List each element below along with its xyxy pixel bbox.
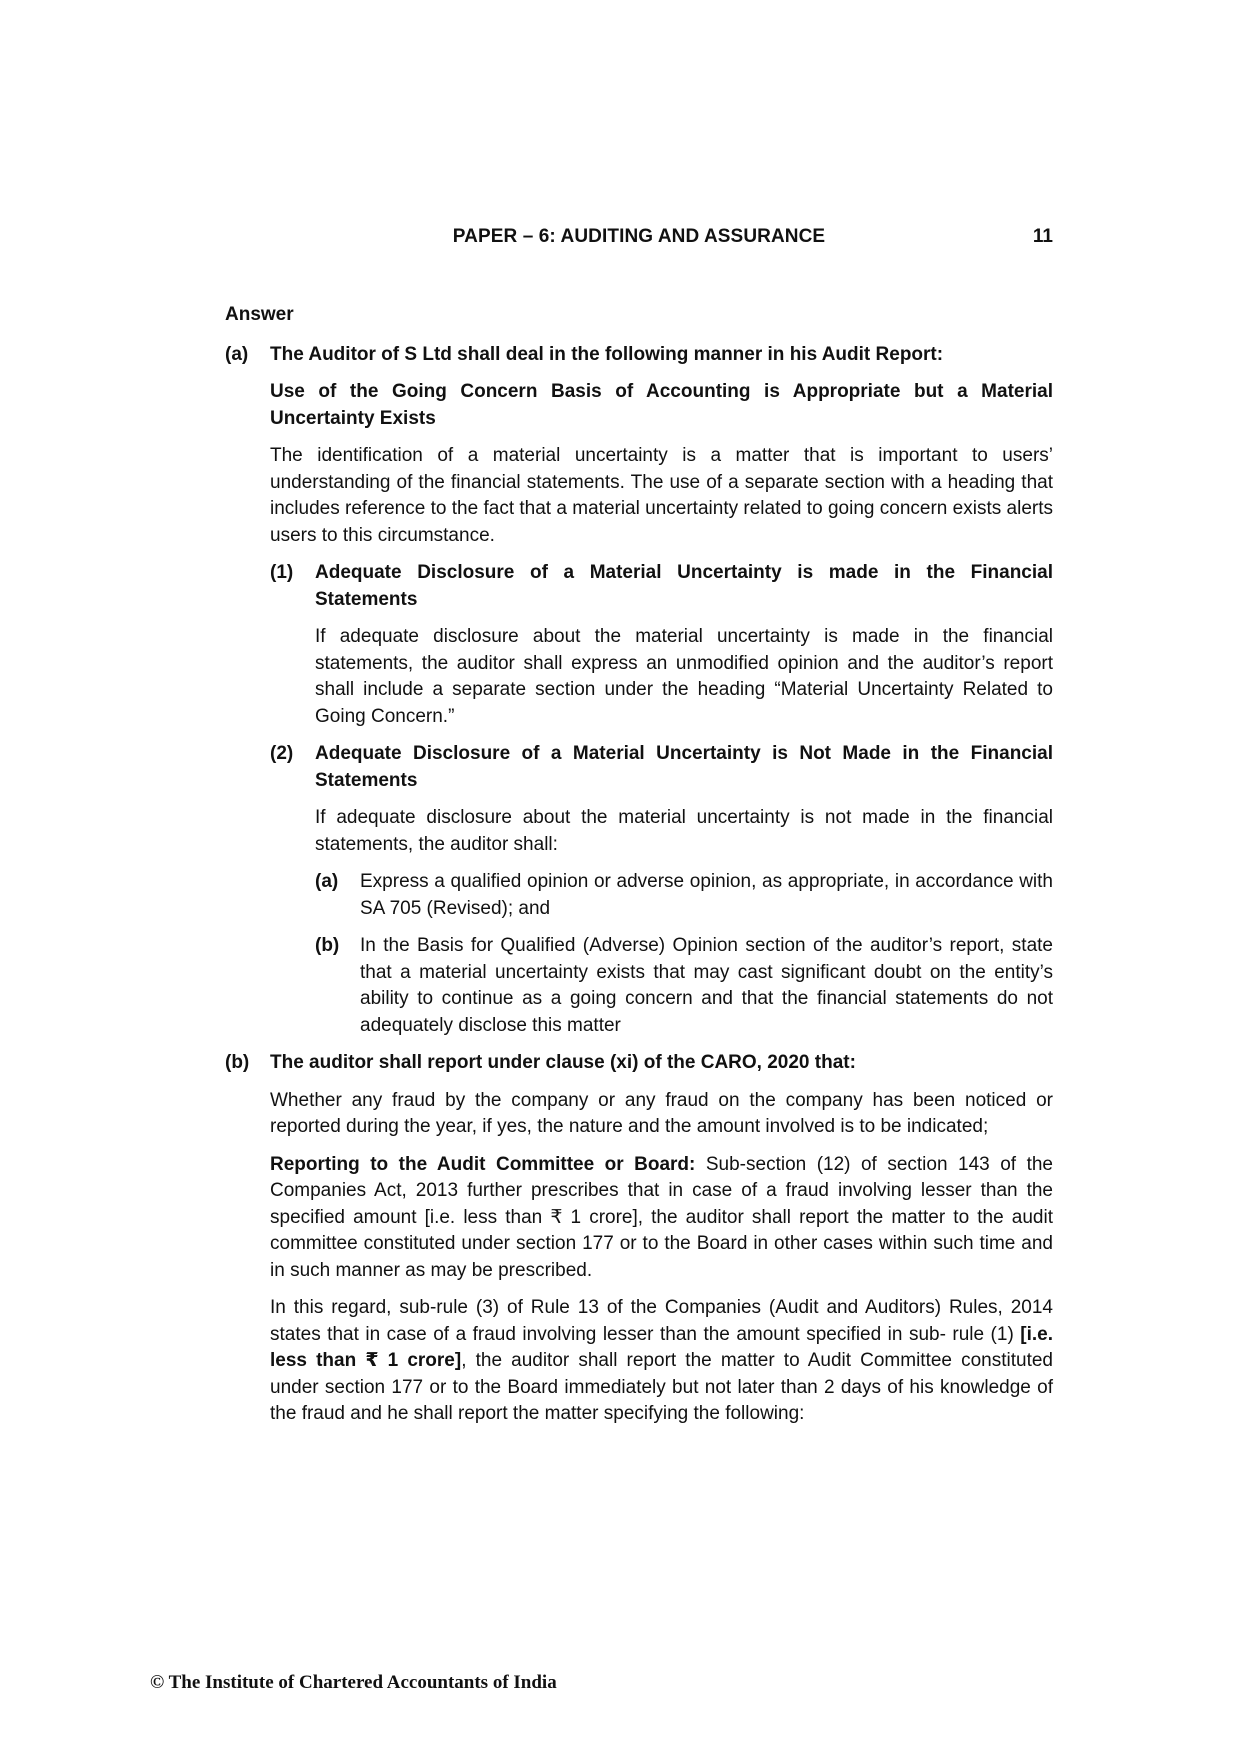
case-2-item-a-marker: (a): [315, 871, 339, 892]
part-b-para-3: [270, 1295, 1053, 1428]
part-a-subheading: Use of the Going Concern Basis of Accounting is Appropriate but a Material Uncertainty Exists: [270, 381, 1053, 429]
answer-heading: Answer: [225, 304, 294, 325]
part-b-para-3-bold: [i.e. less than ₹ 1 crore]: [270, 1323, 1053, 1371]
case-1-heading: Adequate Disclosure of a Material Uncertainty is made in the Financial Statements: [315, 562, 1053, 610]
document-body: [225, 302, 1053, 1439]
case-2-item-a: [315, 869, 1053, 922]
part-b-para-2: [270, 1152, 1053, 1285]
case-2-heading: Adequate Disclosure of a Material Uncertainty is Not Made in the Financial Statements: [315, 743, 1053, 791]
part-a-marker: (a): [225, 343, 249, 365]
case-2-marker: (2): [270, 743, 294, 764]
part-b: [225, 1050, 1053, 1439]
page-header: [225, 226, 1053, 256]
part-b-para-1: Whether any fraud by the company or any fraud on the company has been noticed or reported during the year, if yes, the nature and the amount involved is to be indicated;: [270, 1089, 1053, 1137]
footer-copyright: © The Institute of Chartered Accountants of India: [150, 1672, 557, 1693]
part-b-para-3-start: In this regard, sub-rule (3) of Rule 13 of the Companies (Audit and Auditors) Rules, 2014 states that in case of a fraud involving lesser than the amount specified in sub- rule (1): [270, 1297, 1053, 1345]
part-a-intro: The identification of a material uncertainty is a matter that is important to users’ understanding of the financial statements. The use of a separate section with a heading that includes reference to the fact that a material uncertainty related to going concern exists alerts users to this circumstance.: [270, 445, 1053, 546]
part-b-para-3-end: , the auditor shall report the matter to Audit Committee constituted under section 177 or to the Board immediately but not later than 2 days of his knowledge of the fraud and he shall report the matter specifying the following:: [270, 1350, 1053, 1424]
case-2-item-b: [315, 933, 1053, 1039]
case-1: [270, 560, 1053, 741]
case-1-text: If adequate disclosure about the material uncertainty is made in the financial statements, the auditor shall express an unmodified opinion and the auditor’s report shall include a separate section under the heading “Material Uncertainty Related to Going Concern.”: [315, 626, 1053, 727]
case-2: [270, 741, 1053, 1050]
header-title: PAPER – 6: AUDITING AND ASSURANCE: [452, 226, 826, 247]
part-b-para-2-lead: Reporting to the Audit Committee or Board:: [270, 1153, 696, 1175]
part-b-marker: (b): [225, 1052, 250, 1073]
case-2-item-b-text: In the Basis for Qualified (Adverse) Opinion section of the auditor’s report, state that a material uncertainty exists that may cast significant doubt on the entity’s ability to continue as a going concern and that the financial statements do not adequately disclose this matter: [360, 935, 1053, 1036]
case-2-item-a-text: Express a qualified opinion or adverse opinion, as appropriate, in accordance with SA 705 (Revised); and: [360, 871, 1053, 919]
case-2-item-b-marker: (b): [315, 935, 340, 956]
case-1-marker: (1): [270, 562, 294, 583]
case-2-text: If adequate disclosure about the material uncertainty is not made in the financial statements, the auditor shall:: [315, 807, 1053, 855]
page-number: 11: [1032, 226, 1053, 247]
part-b-para-2-text: Sub-section (12) of section 143 of the Companies Act, 2013 further prescribes that in case of a fraud involving lesser than the specified amount [i.e. less than ₹ 1 crore], the auditor shall report the matter to the audit committee constituted under section 177 or to the Board in other cases within such time and in such manner as may be prescribed.: [270, 1153, 1053, 1281]
part-a: [225, 342, 1053, 1051]
part-a-heading: The Auditor of S Ltd shall deal in the following manner in his Audit Report:: [270, 343, 944, 365]
part-b-heading: The auditor shall report under clause (xi) of the CARO, 2020 that:: [270, 1052, 856, 1073]
